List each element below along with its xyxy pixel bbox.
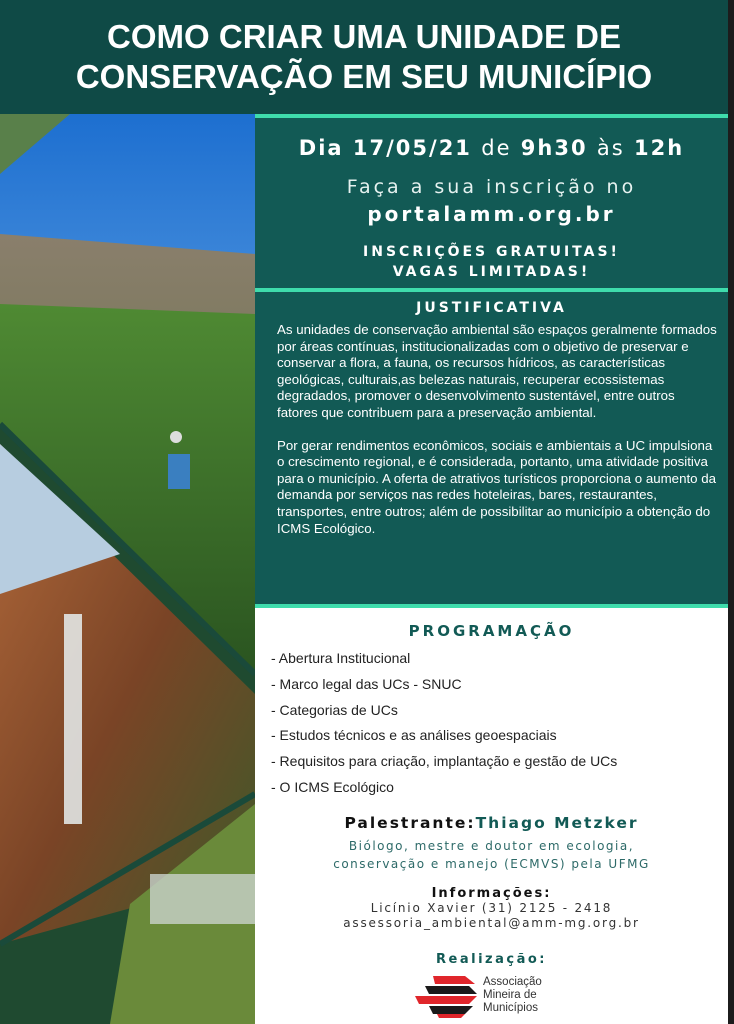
info-title: Informações: [431, 886, 552, 901]
bio-line: Biólogo, mestre e doutor em ecologia, [348, 839, 635, 853]
speaker-name: Thiago Metzker [475, 814, 639, 832]
de-label: de [481, 136, 512, 160]
right-edge [728, 0, 734, 1024]
justificativa-p1: As unidades de conservação ambiental são espaços geralmente formados por áreas contínuas, institucionalizadas com o objetivo de preservar e conservar a flora, a fauna, os recursos hídricos, as características geológicas, culturais,as belezas naturais, recuperar ecossistemas degradados, promover o desenvolvimento sustentável, entre outros fatores que contribuem para a preservação ambiental. [277, 322, 717, 420]
logo-text-line: Municípios [483, 1002, 538, 1014]
poster-title [0, 0, 728, 114]
amm-logo [415, 974, 575, 1018]
justificativa-p2: Por gerar rendimentos econômicos, sociais e ambientais a UC impulsiona o crescimento regional, e é considerada, portanto, uma atividade positiva para o município. A oferta de atrativos turísticos proporciona o aumento da demanda por serviços nas redes hoteleiras, bares, restaurantes, transportes, entre outros; além de possibilitar ao município a obtenção do ICMS Ecológico. [277, 437, 717, 536]
free-text: INSCRIÇÕES GRATUITAS! [363, 244, 620, 260]
realizacao-title: Realização: [436, 952, 547, 967]
list-item: - Abertura Institucional [271, 650, 411, 666]
list-item: - Marco legal das UCs - SNUC [271, 675, 462, 692]
limited-text: VAGAS LIMITADAS! [392, 264, 591, 280]
logo-text-line: Associação [483, 976, 542, 988]
list-item: - Categorias de UCs [271, 701, 398, 718]
contact-email: assessoria_ambiental@amm-mg.org.br [343, 916, 640, 930]
program-section [255, 608, 728, 1024]
programacao-list [271, 650, 617, 805]
list-item: - Estudos técnicos e as análises geoespaciais [271, 727, 557, 744]
nature-photo-collage [0, 114, 255, 1024]
dia-label: Dia [298, 136, 344, 160]
registration-text: Faça a sua inscrição no [346, 176, 637, 198]
end-time: 12h [634, 136, 685, 160]
contact-phone: Licínio Xavier (31) 2125 - 2418 [370, 901, 613, 915]
justificativa-title: JUSTIFICATIVA [416, 300, 567, 316]
date-value: 17/05/21 [352, 136, 472, 160]
as-label: às [596, 136, 625, 160]
contact-info [255, 901, 728, 931]
registration-site: portalamm.org.br [367, 202, 616, 226]
divider [255, 288, 728, 292]
event-date [255, 136, 728, 160]
list-item: - Requisitos para criação, implantação e gestão de UCs [271, 753, 618, 770]
bio-line: conservação e manejo (ECMVS) pela UFMG [333, 857, 650, 871]
logo-text [483, 976, 542, 1015]
free-registration-notice [255, 242, 728, 282]
list-item: - O ICMS Ecológico [271, 778, 394, 795]
speaker-label: Palestrante: [344, 814, 476, 832]
speaker [255, 814, 728, 832]
programacao-title: PROGRAMAÇÃO [408, 622, 575, 640]
divider [255, 114, 728, 118]
title-line-1: COMO CRIAR UMA UNIDADE DE [107, 18, 621, 55]
start-time: 9h30 [520, 136, 588, 160]
justificativa-body [277, 322, 717, 537]
info-panel [255, 114, 728, 608]
logo-text-line: Mineira de [483, 989, 537, 1001]
title-line-2: CONSERVAÇÃO EM SEU MUNICÍPIO [75, 58, 653, 95]
speaker-bio [255, 837, 728, 873]
